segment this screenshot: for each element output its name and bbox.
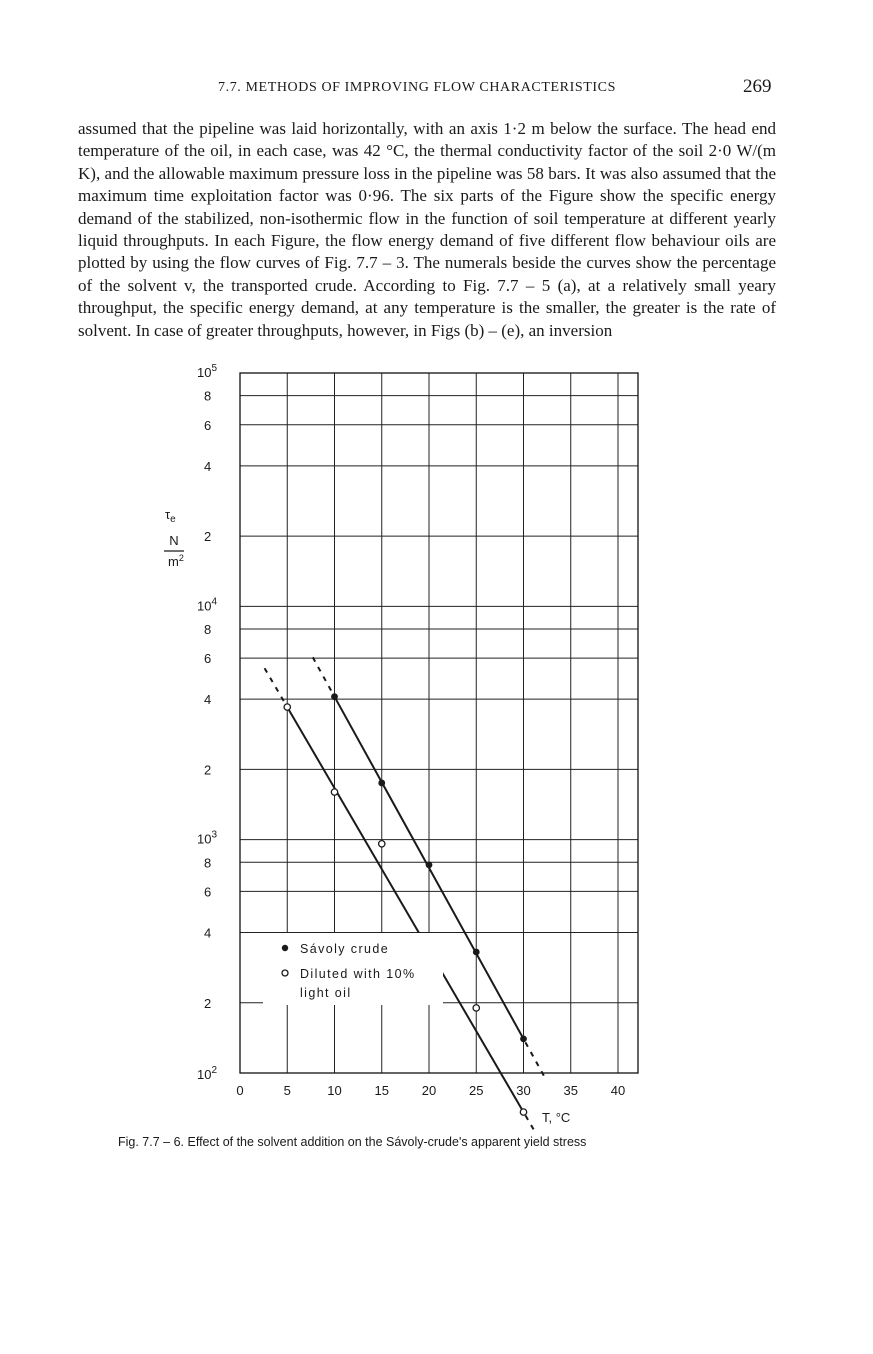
y-axis-unit-numerator: N — [169, 533, 179, 548]
y-tick-label: 2 — [204, 995, 212, 1011]
y-decade-label: $10^2$ — [197, 1065, 218, 1082]
y-tick-label: 4 — [204, 458, 212, 474]
chart-legend — [263, 933, 443, 1005]
y-decade-label: $10^5$ — [197, 363, 218, 380]
legend-marker-filled — [282, 945, 288, 951]
legend-label-savoly-crude: Sávoly crude — [300, 942, 390, 956]
chart-labels — [164, 363, 625, 1125]
y-decade-label: $10^4$ — [197, 596, 218, 614]
legend-marker-open — [282, 970, 288, 976]
point-diluted-oil — [473, 1005, 479, 1011]
x-tick-label: 40 — [610, 1083, 626, 1098]
series-extrapolation — [313, 657, 333, 693]
x-tick-label: 30 — [516, 1083, 531, 1098]
y-tick-label: 4 — [204, 692, 212, 708]
chart-series — [265, 657, 547, 1130]
y-tick-label: 2 — [204, 762, 212, 778]
y-tick-label: 6 — [204, 884, 212, 900]
x-tick-label: 10 — [327, 1083, 342, 1098]
y-axis-unit-denominator: $m^2$ — [168, 553, 184, 569]
point-diluted-oil — [284, 704, 290, 710]
point-diluted-oil — [379, 841, 385, 847]
point-savoly-crude — [520, 1036, 527, 1043]
x-tick-label: 20 — [421, 1083, 437, 1098]
page-number: 269 — [743, 76, 772, 97]
series-extrapolation — [265, 668, 286, 703]
x-tick-label: 0 — [236, 1083, 244, 1098]
figure-caption: Fig. 7.7 – 6. Effect of the solvent addition on the Sávoly-crude's apparent yield stress — [118, 1135, 587, 1149]
y-axis-symbol: $\tau_e$ — [165, 507, 176, 525]
running-header: 7.7. METHODS OF IMPROVING FLOW CHARACTERISTICS — [218, 80, 616, 95]
y-decade-label: $10^3$ — [197, 829, 218, 847]
y-tick-label: 4 — [204, 925, 212, 941]
series-line — [287, 707, 523, 1112]
x-tick-label: 5 — [283, 1083, 291, 1098]
y-tick-label: 8 — [204, 388, 212, 404]
y-tick-label: 2 — [204, 529, 212, 545]
y-tick-label: 6 — [204, 417, 212, 433]
point-diluted-oil — [331, 789, 337, 795]
point-savoly-crude — [473, 949, 480, 956]
y-tick-label: 8 — [204, 621, 212, 637]
x-tick-label: 35 — [563, 1083, 578, 1098]
point-savoly-crude — [426, 861, 433, 868]
point-diluted-oil — [520, 1109, 526, 1115]
y-tick-label: 6 — [204, 651, 212, 667]
legend-label-diluted: Diluted with 10% — [300, 967, 416, 981]
x-axis-label: T, °C — [542, 1110, 571, 1125]
x-tick-label: 15 — [374, 1083, 389, 1098]
point-savoly-crude — [331, 693, 338, 700]
body-paragraph: assumed that the pipeline was laid horizontally, with an axis 1·2 m below the surface. The head end temperature of the oil, in each case, was 42 °C, the thermal conductivity factor of the soil 2·0 W/(m K), and the allowable maximum pressure loss in the pipeline was 58 bars. It was also assumed that the maximum time exploitation factor was 0·96. The six parts of the Figure show the specific energy demand of the stabilized, non-isothermic flow in the function of soil temperature at different yearly liquid throughputs. In each Figure, the flow energy demand of five different flow behaviour oils are plotted by using the flow curves of Fig. 7.7 – 3. The numerals beside the curves show the percentage of the solvent v, the transported crude. According to Fig. 7.7 – 5 (a), at a relatively small yeary throughput, the specific energy demand, at any temperature is the smaller, the greater is the rate of solvent. In case of greater throughputs, however, in Figs (b) – (e), an inversion — [78, 119, 776, 340]
x-tick-label: 25 — [469, 1083, 484, 1098]
legend-label-diluted-cont: light oil — [300, 986, 352, 1000]
y-tick-label: 8 — [204, 855, 212, 871]
point-savoly-crude — [378, 780, 385, 787]
